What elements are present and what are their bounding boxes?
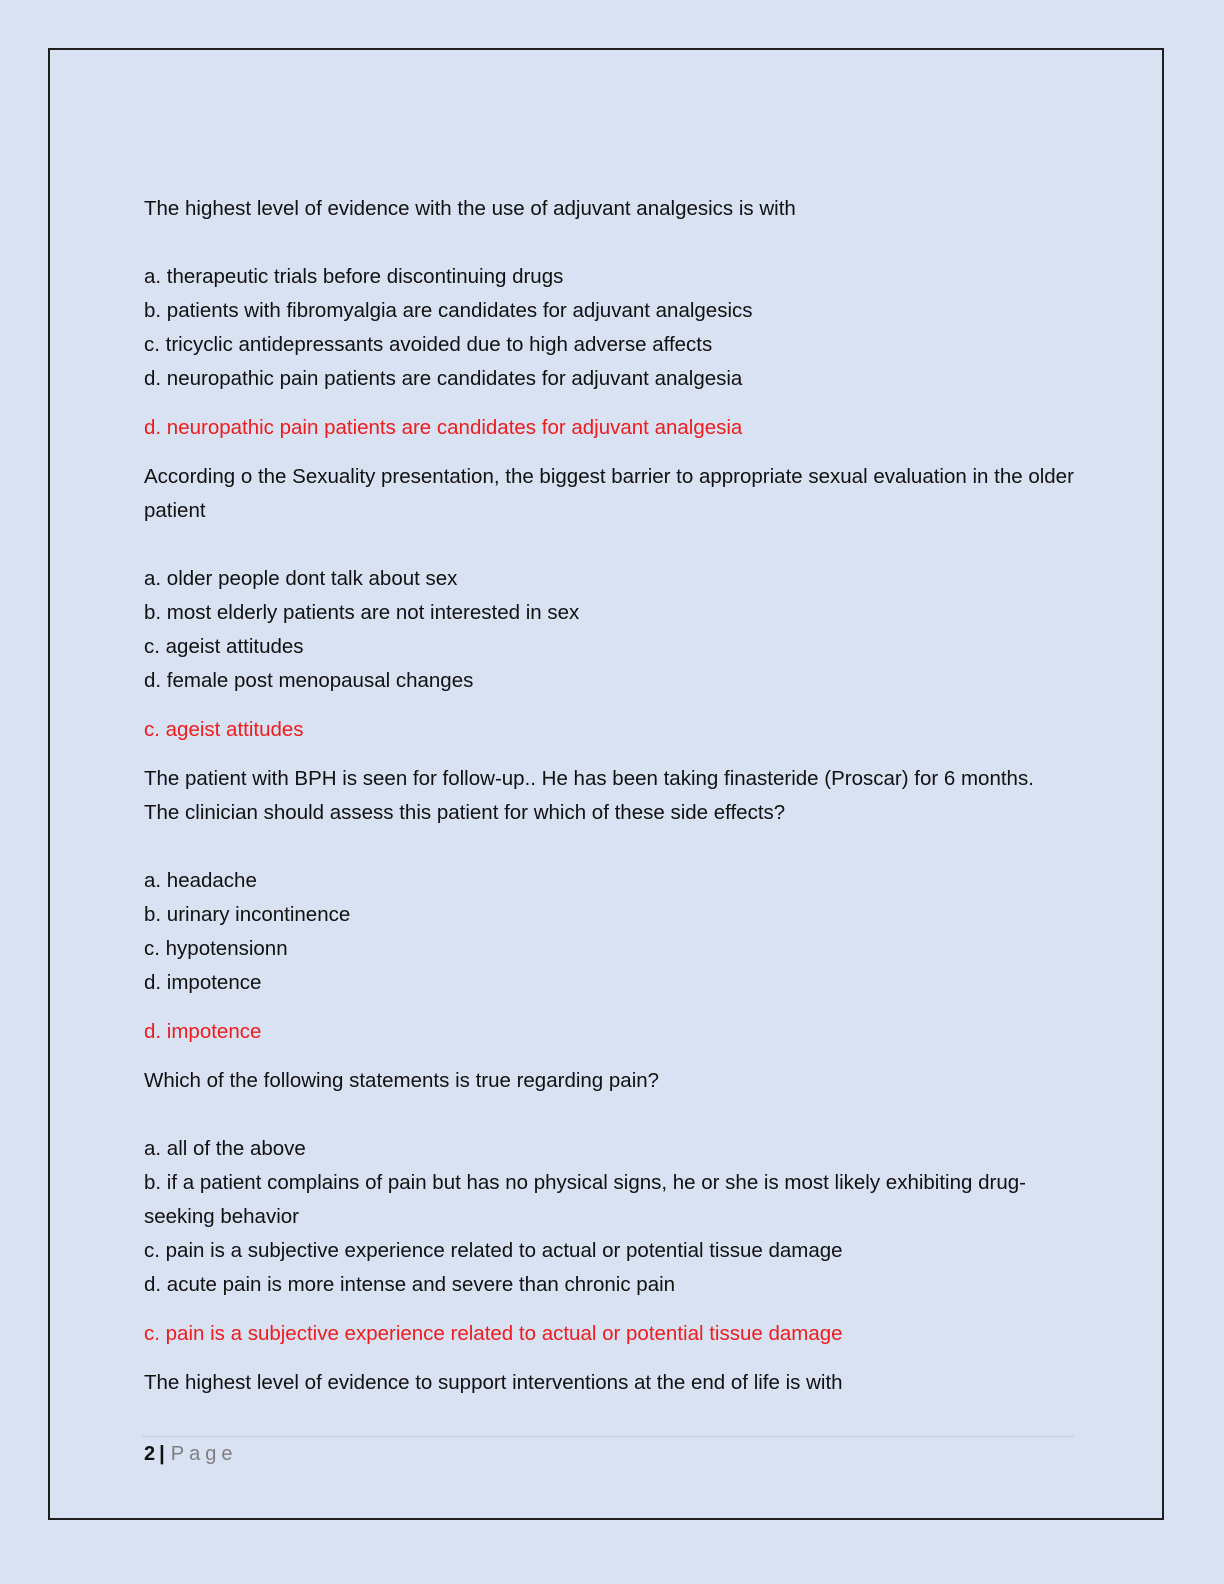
question-block: [144, 1064, 1074, 1351]
option-item: b. patients with fibromyalgia are candidates for adjuvant analgesics: [144, 299, 753, 322]
page-footer: [144, 1440, 237, 1468]
question-stem: The patient with BPH is seen for follow-up.. He has been taking finasteride (Proscar) for 6 months. The clinician should assess this patient for which of these side effects?: [144, 767, 1034, 824]
option-list: [144, 562, 1074, 698]
document-body: [144, 192, 1074, 1400]
option-item: c. hypotensionn: [144, 937, 288, 960]
option-item: a. headache: [144, 869, 257, 892]
question-block: [144, 460, 1074, 747]
option-item: c. ageist attitudes: [144, 635, 304, 658]
page-label: Page: [170, 1443, 238, 1465]
option-item: b. most elderly patients are not interested in sex: [144, 601, 580, 624]
question-stem: Which of the following statements is true regarding pain?: [144, 1069, 660, 1092]
option-item: b. urinary incontinence: [144, 903, 351, 926]
option-item: a. all of the above: [144, 1137, 306, 1160]
question-block: [144, 762, 1074, 1049]
answer-text: d. neuropathic pain patients are candidates for adjuvant analgesia: [144, 416, 743, 439]
page-number: 2: [144, 1443, 156, 1465]
option-item: a. older people dont talk about sex: [144, 567, 458, 590]
option-item: d. female post menopausal changes: [144, 669, 474, 692]
answer-text: c. ageist attitudes: [144, 718, 304, 741]
option-list: [144, 1132, 1074, 1302]
question-block: [144, 192, 1074, 445]
option-item: b. if a patient complains of pain but has no physical signs, he or she is most likely exhibiting drug-seeking behavior: [144, 1171, 1026, 1228]
option-item: d. acute pain is more intense and severe than chronic pain: [144, 1273, 676, 1296]
answer-text: c. pain is a subjective experience related to actual or potential tissue damage: [144, 1322, 843, 1345]
option-item: a. therapeutic trials before discontinuing drugs: [144, 265, 564, 288]
option-list: [144, 864, 1074, 1000]
option-item: c. tricyclic antidepressants avoided due to high adverse affects: [144, 333, 713, 356]
option-item: d. neuropathic pain patients are candidates for adjuvant analgesia: [144, 367, 743, 390]
option-list: [144, 260, 1074, 396]
question-stem: The highest level of evidence with the use of adjuvant analgesics is with: [144, 197, 796, 220]
question-stem: According o the Sexuality presentation, the biggest barrier to appropriate sexual evaluation in the older patient: [144, 465, 1074, 522]
answer-text: d. impotence: [144, 1020, 262, 1043]
question-stem: The highest level of evidence to support interventions at the end of life is with: [144, 1371, 843, 1394]
option-item: d. impotence: [144, 971, 262, 994]
option-item: c. pain is a subjective experience related to actual or potential tissue damage: [144, 1239, 843, 1262]
footer-separator: |: [159, 1443, 165, 1465]
footer-divider: [142, 1436, 1074, 1437]
